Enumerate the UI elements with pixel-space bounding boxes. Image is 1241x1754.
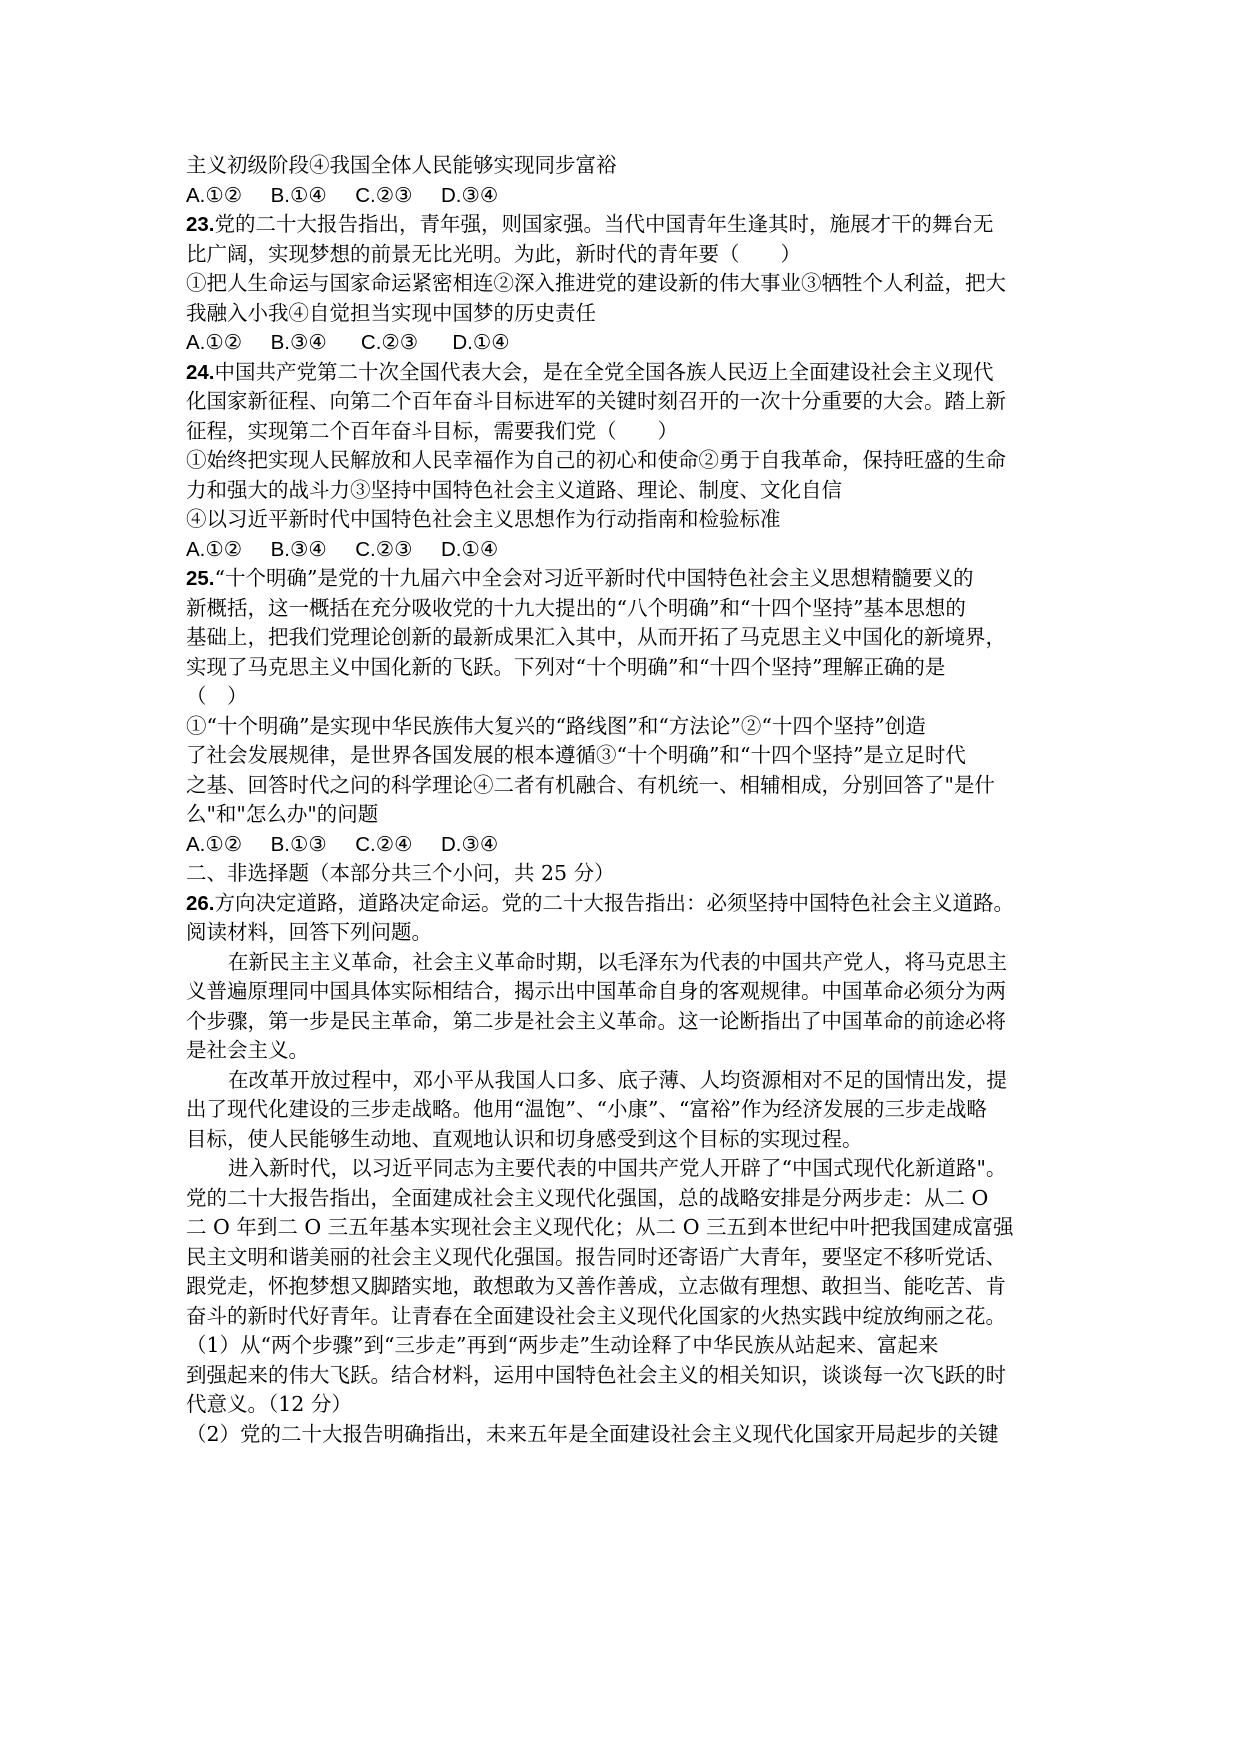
question-text: 之基、回答时代之问的科学理论④二者有机融合、有机统一、相辅相成，分别回答了"是什 [186, 772, 995, 797]
sub-question-2 [186, 1420, 1058, 1450]
page-content [186, 151, 1058, 1449]
question-number: 23. [186, 213, 215, 236]
question-text: ①把人生命运与国家命运紧密相连②深入推进党的建设新的伟大事业③牺牲个人利益，把大 [186, 271, 1006, 295]
question-23 [186, 210, 1058, 358]
question-number: 25. [186, 567, 215, 590]
question-text: 么"和"怎么办"的问题 [186, 802, 379, 826]
continuation-text: 主义初级阶段④我国全体人民能够实现同步富裕 [186, 153, 617, 177]
question-number: 26. [186, 891, 215, 915]
sub-question-line: （2）党的二十大报告明确指出，未来五年是全面建设社会主义现代化国家开局起步的关键 [186, 1421, 999, 1446]
paragraph-line: 在新民主主义革命，社会主义革命时期，以毛泽东为代表的中国共产党人，将马克思主 [228, 949, 1007, 974]
question-text: ①始终把实现人民解放和人民幸福作为自己的初心和使命②勇于自我革命，保持旺盛的生命 [186, 448, 1006, 472]
section-heading: 二、非选择题（本部分共三个小问，共 25 分） [186, 861, 615, 885]
paragraph-line: 跟党走，怀抱梦想又脚踏实地，敢想敢为又善作善成，立志做有理想、敢担当、能吃苦、肯 [186, 1274, 1006, 1298]
question-text: 化国家新征程、向第二个百年奋斗目标进军的关键时刻召开的一次十分重要的大会。踏上新 [186, 389, 1006, 413]
paragraph-line: 进入新时代，以习近平同志为主要代表的中国共产党人开辟了“中国式现代化新道路"。 [228, 1156, 1007, 1180]
paragraph-line: 个步骤，第一步是民主革命，第二步是社会主义革命。这一论断指出了中国革命的前途必将 [186, 1008, 1006, 1033]
paragraph-line: 义普遍原理同中国具体实际相结合，揭示出中国革命自身的客观规律。中国革命必须分为两 [186, 979, 1006, 1003]
question-25 [186, 564, 1058, 859]
sub-question-1 [186, 1331, 1058, 1420]
paragraph-line: 党的二十大报告指出，全面建成社会主义现代化强国，总的战略安排是分两步走：从二 O [186, 1185, 989, 1210]
question-text: 我融入小我④自觉担当实现中国梦的历史责任 [186, 300, 596, 325]
question-24 [186, 358, 1058, 565]
sub-question-line: （1）从“两个步骤”到“三步走”再到“两步走”生动诠释了中华民族从站起来、富起来 [186, 1333, 939, 1357]
paragraph-line: 目标，使人民能够生动地、直观地认识和切身感受到这个目标的实现过程。 [186, 1126, 863, 1151]
paragraph-line: 出了现代化建设的三步走战略。他用“温饱”、“小康”、“富裕”作为经济发展的三步走战略 [186, 1097, 987, 1121]
sub-question-line: 代意义。（12 分） [186, 1392, 352, 1416]
material-paragraph-1 [186, 948, 1058, 1066]
q25-options: A.①② B.①③ C.②④ D.③④ [186, 832, 499, 856]
paragraph-line: 在改革开放过程中，邓小平从我国人口多、底子薄、人均资源相对不足的国情出发，提 [228, 1067, 1007, 1092]
paragraph-line: 是社会主义。 [186, 1038, 309, 1062]
question-text: 比广阔，实现梦想的前景无比光明。为此，新时代的青年要（ ） [186, 241, 801, 266]
paragraph-line: 民主文明和谐美丽的社会主义现代化强国。报告同时还寄语广大青年，要坚定不移听党话、 [186, 1244, 1006, 1269]
q22-options: A.①② B.①④ C.②③ D.③④ [186, 183, 499, 207]
sub-question-line: 到强起来的伟大飞跃。结合材料，运用中国特色社会主义的相关知识，谈谈每一次飞跃的时 [186, 1362, 1006, 1387]
question-text: （ ） [186, 684, 248, 708]
question-text: 阅读材料，回答下列问题。 [186, 920, 432, 944]
paragraph-line: 奋斗的新时代好青年。让青春在全面建设社会主义现代化国家的火热实践中绽放绚丽之花。 [186, 1303, 1006, 1328]
question-text: 实现了马克思主义中国化新的飞跃。下列对“十个明确”和“十四个坚持”理解正确的是 [186, 654, 946, 679]
material-paragraph-2 [186, 1066, 1058, 1155]
question-text: 基础上，把我们党理论创新的最新成果汇入其中，从而开拓了马克思主义中国化的新境界， [186, 625, 1006, 649]
q23-options: A.①② B.③④ C.②③ D.①④ [186, 331, 510, 354]
paragraph-line: 二 O 年到二 O 三五年基本实现社会主义现代化；从二 O 三五到本世纪中叶把我国建成富强 [186, 1215, 1014, 1239]
question-text: 方向决定道路，道路决定命运。党的二十大报告指出：必须坚持中国特色社会主义道路。 [214, 890, 1014, 915]
question-text: 了社会发展规律，是世界各国发展的根本遵循③“十个明确”和“十四个坚持”是立足时代 [186, 743, 966, 767]
question-number: 24. [186, 360, 215, 384]
q24-options: A.①② B.③④ C.②③ D.①④ [186, 537, 499, 561]
question-text: 中国共产党第二十次全国代表大会，是在全党全国各族人民迈上全面建设社会主义现代 [214, 359, 994, 384]
question-26 [186, 889, 1058, 1450]
question-text: 力和强大的战斗力③坚持中国特色社会主义道路、理论、制度、文化自信 [186, 477, 842, 502]
question-text: “十个明确”是党的十九届六中全会对习近平新时代中国特色社会主义思想精髓要义的 [214, 566, 974, 590]
question-text: ④以习近平新时代中国特色社会主义思想作为行动指南和检验标准 [186, 507, 781, 531]
question-text: 党的二十大报告指出，青年强，则国家强。当代中国青年生逢其时，施展才干的舞台无 [214, 212, 994, 236]
question-text: 新概括，这一概括在充分吸收党的十九大提出的“八个明确”和“十四个坚持”基本思想的 [186, 595, 966, 620]
question-text: ①“十个明确”是实现中华民族伟大复兴的“路线图”和“方法论”②“十四个坚持”创造 [186, 713, 926, 738]
question-text: 征程，实现第二个百年奋斗目标，需要我们党（ ） [186, 418, 678, 443]
material-paragraph-3 [186, 1154, 1058, 1331]
